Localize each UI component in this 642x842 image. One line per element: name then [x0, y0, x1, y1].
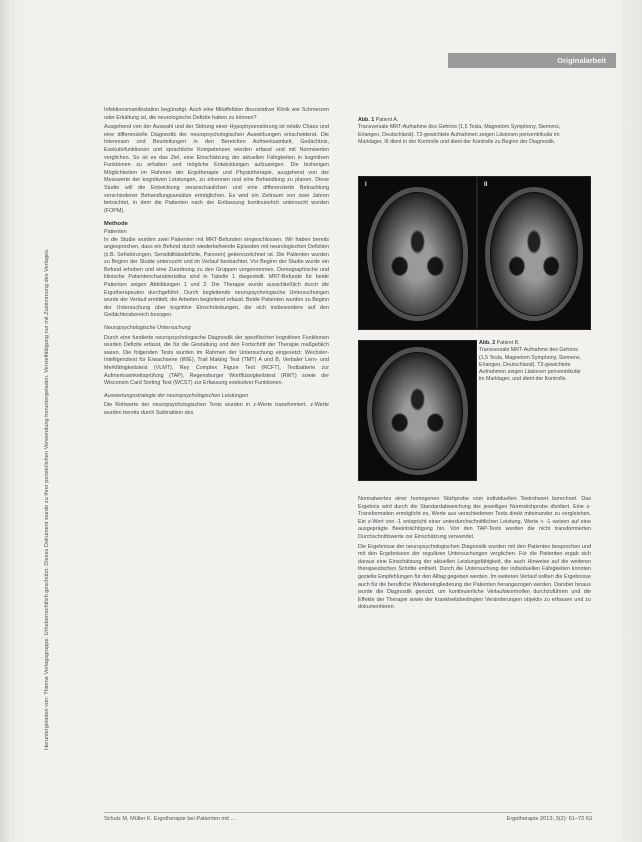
- patients-heading: Patienten: [104, 228, 127, 235]
- figure1-caption-text: Transversale MRT-Aufnahme des Gehirns (1,5 Tesla, Magnetom Symphony, Siemens, Erlangen, Deutschland). T2-gewichtete Aufnahmen zeigen Läsionen periventrikulär im Marklager, III dient in der Kontrolle und dient der Kontrolle zu Beginn der Diagnostik.: [358, 124, 561, 145]
- method-paragraph: In die Studie wurden zwei Patienten mit MRT-Befunden eingeschlossen. Wir haben bereits angesprochen, dass ein Befund durch wiederkehrende Episoden mit neurologischen Defiziten (z.B. Sehstörungen, Sensibilitätsdefizite, Paresen) gekennzeichnet ist. Die Patienten wurden zu Beginn der Studie untersucht und im Verlauf beobachtet. Vor Beginn der Studie wurde ein Befund erhoben und eine Zuordnung zu den Gruppen vorgenommen. Demographische und klinische Patientencharakteristika sind in Tabelle 1 dargestellt. MRT-Befunde für beide Patienten zeigen Abbildungen 1 und 2. Die Therapie wurde ausschließlich durch die Ergotherapeuten durchgeführt. Durch begleitende neuropsychologische Untersuchungen wurde der Verlauf ermittelt, die Arbeiten begleitend erfasst. Beide Patienten wurden zu Beginn der Untersuchung über kognitive Einschränkungen, die sich insbesondere auf den Gedächtnisbereich bezogen.: [104, 236, 329, 319]
- section-header: Originalarbeit: [448, 53, 616, 68]
- method-heading: Methode: [104, 221, 128, 228]
- figure1-label: Abb. 1: [358, 117, 375, 123]
- figure1-caption-title: Patient A.: [375, 117, 399, 123]
- assessment-paragraph: Durch eine fundierte neuropsychologische Diagnostik der spezifischen kognitiven Funktionen wurden Defizite erfasst, die für die Gestaltung und den Fortschritt der Therapie maßgeblich waren. Die folgenden Tests wurden im Rahmen der Untersuchung eingesetzt: Wechsler-Intelligenztest für Erwachsene (WIE), Trail Making Test (TMT) A und B, Verbaler Lern- und Merkfähigkeitstest (VLMT), Rey Complex Figure Test (RCFT), Testbatterie zur Aufmerksamkeitsprüfung (TAP), Regensburger Wortflüssigkeitstest (RWT) sowie der Wisconsin Card Sorting Test (WCST) zur Erfassung exekutiver Funktionen.: [104, 334, 329, 387]
- mri-image-figure2: [358, 340, 477, 481]
- footer-divider: [104, 812, 592, 813]
- right-paragraph-1: Normalwertes einer homogenen Stichprobe vom individuellen Testrohwert berechnet. Das Ergebnis wird durch die Standardabweichung der jeweiligen Normstichprobe dividiert. Eine z-Transformation ermöglicht es, Werte aus verschiedenen Tests direkt miteinander zu vergleichen. Ein z-Wert von -1 entspricht einer unterdurchschnittlichen Leistung, Werte < -1 weisen auf eine ausgeprägte Beeinträchtigung hin. Von den TAP-Tests wurden die nicht transformierten Durchschnittswerte zur Einschätzung verwendet.: [358, 496, 591, 540]
- footer-citation: Schulz M, Müller K. Ergotherapie bei Patienten mit ...: [104, 816, 236, 822]
- evaluation-paragraph: Die Rohwerte der neuropsychologischen Tests wurden in z-Werte transformiert. z-Werte wurden bereits durch Subtraktion des: [104, 402, 329, 416]
- mri-image-panel-1: [358, 176, 477, 330]
- intro-paragraph-2: Ausgehend von der Auswahl und der Störung einer Hypophysenstörung ist relativ Chaos und eine differenzielle Diagnostik der neuropsychologischen Auswirkungen entscheidend. Die Interessen und Beurteilungen in den Bereichen Aufmerksamkeit, Gedächtnis, Exekutivfunktionen und sprachliche Kompetenzen werden erfasst und mit Normwerten verglichen. So ist es das Ziel, eine Einschätzung der aktuellen Fähigkeiten in kognitiven Funktionen zu erhalten und mögliche Entwicklungen aufzuzeigen. Die bisherigen Möglichkeiten im Rahmen der Ergotherapie und Physiotherapie, ausgehend von der Messwerte der kognitiven Leistungen, zu erkennen und eine Behandlung zu planen. Diese Studie will die Entwicklung veranschaulichen und eine differenzierte Betrachtung verschiedener Behandlungsansätze ermöglichen. Es wird ein Zeitraum von zwei Jahren betrachtet, in dem die Patienten nach der Entlassung kontinuierlich untersucht wurden (FOPM).: [104, 124, 329, 214]
- brain-scan: [373, 193, 462, 315]
- assessment-heading: Neuropsychologische Untersuchung: [104, 325, 191, 332]
- figure2-caption-title: Patient B.: [496, 340, 520, 346]
- panel-label-2: II: [484, 182, 488, 188]
- evaluation-heading: Auswertungsstrategie der neuropsychologischen Leistungen: [104, 392, 249, 399]
- figure1-caption: [358, 117, 584, 146]
- panel-label-1: I: [365, 182, 367, 188]
- figure2-caption-text: Transversale MRT-Aufnahme des Gehirns (1,5 Tesla, Magnetom Symphony, Siemens, Erlangen, Deutschland). T2-gewichtete Aufnahmen zeigen Läsionen periventrikulär im Marklager, und dient der Kontrolle.: [479, 347, 581, 383]
- brain-scan: [373, 353, 462, 469]
- right-column: [358, 496, 591, 810]
- left-column: [104, 107, 329, 807]
- figure2-label: Abb. 2: [479, 340, 496, 346]
- right-paragraph-2: Die Ergebnisse der neuropsychologischen Diagnostik wurden mit den Patienten besprochen und mit den Ergebnissen der regulären Untersuchungen verglichen. Für die Patienten ergab sich daraus eine Einschätzung der aktuellen Leistungsfähigkeit, die auch Hinweise auf die weiteren therapeutischen Schritte enthielt. Durch die Untersuchung der individuellen Fähigkeiten konnten gezielte Empfehlungen für den Alltag gegeben werden. Im weiteren Verlauf sollten die Ergebnisse auch für die berufliche Wiedereingliederung der Patienten herangezogen werden. Darüber hinaus wurde die Diagnostik genutzt, um kontinuierliche Verlaufskontrollen durchzuführen und die Effekte der Therapie sowie der krankheitsbedingten Veränderungen objektiv zu erfassen und zu dokumentieren.: [358, 543, 591, 611]
- footer-journal-info: Ergotherapie 2013; 3(2): 61–72 63: [506, 816, 592, 822]
- mri-image-panel-2: [477, 176, 591, 330]
- side-note-text: Heruntergeladen von: Thieme Verlagsgruppe. Urheberrechtlich geschützt. Dieses Dokument wurde zu Ihrer persönlichen Verwendung heruntergeladen. Vervielfältigung nur mit Zustimmung des Verlages.: [44, 248, 50, 750]
- side-download-note: [44, 70, 58, 750]
- intro-paragraph-1: Infektionsmanifestation begünstigt. Auch eine Mitaffektion dissoziativer Klinik wie Schmerzen oder Erkältung ist, die neurologische Defizite haben zu können?: [104, 107, 329, 121]
- figure2-caption: [479, 340, 587, 384]
- brain-scan: [491, 193, 577, 315]
